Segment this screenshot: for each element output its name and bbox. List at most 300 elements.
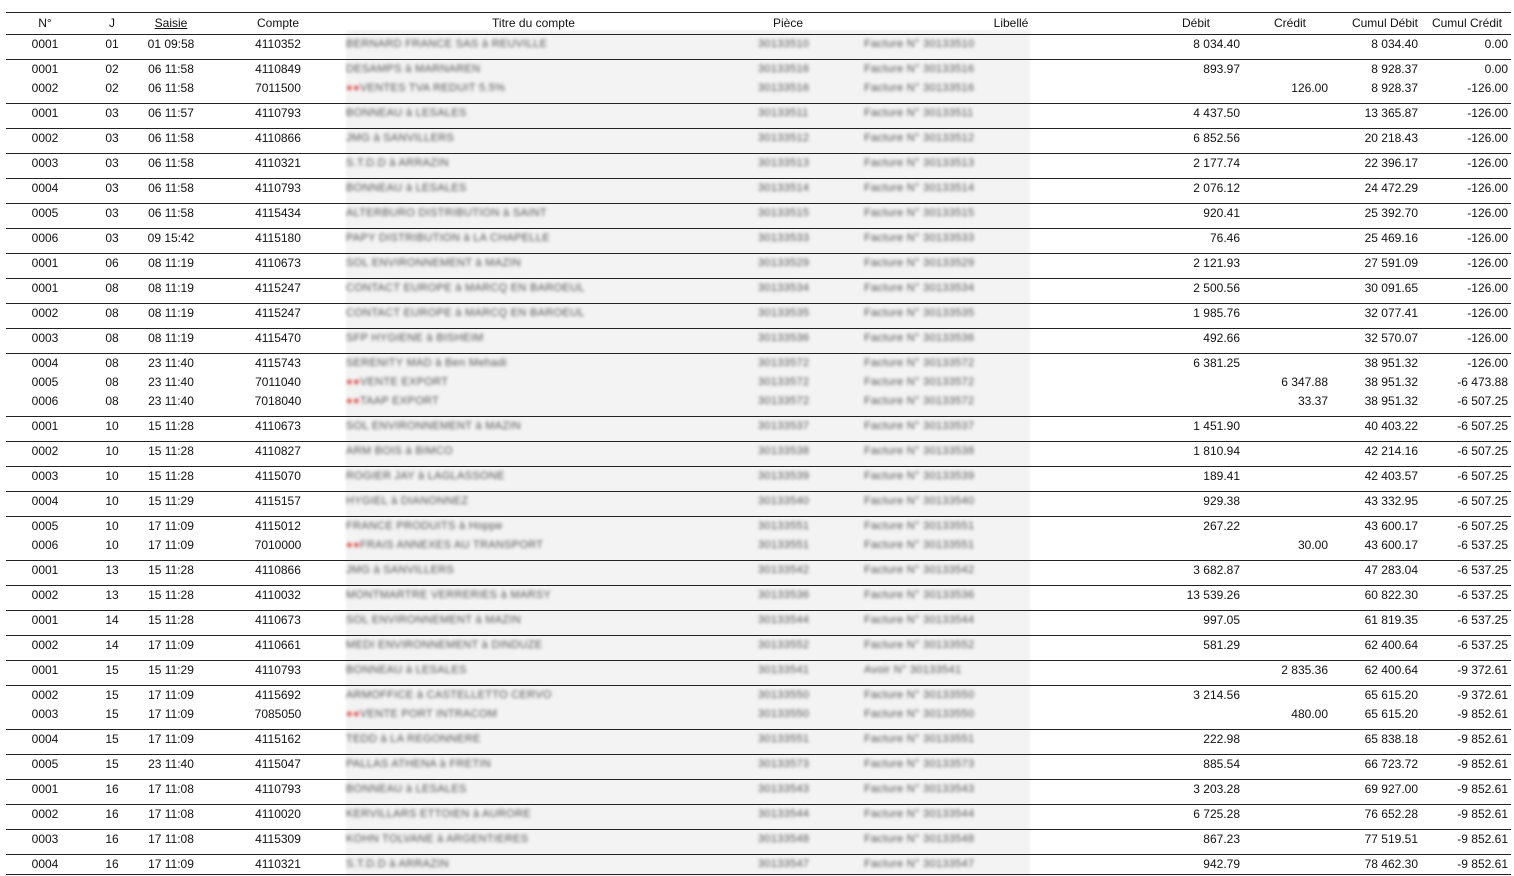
cell-piece: 30133542 — [758, 564, 810, 576]
cell-cumul-credit: -6 507.25 — [1457, 419, 1508, 433]
table-row[interactable] — [6, 685, 1511, 705]
cell-debit: 1 810.94 — [1193, 444, 1240, 458]
header-credit: Crédit — [1273, 16, 1306, 30]
cell-cumul-debit: 76 652.28 — [1364, 807, 1418, 821]
cell-cumul-debit: 22 396.17 — [1364, 156, 1418, 170]
cell-no: 0002 — [31, 81, 59, 95]
cell-compte: 7010000 — [254, 538, 302, 552]
cell-libelle: Facture N° 30133550 — [864, 708, 975, 720]
cell-cumul-debit: 43 332.95 — [1364, 494, 1418, 508]
table-row[interactable] — [6, 516, 1511, 536]
cell-titre: DESAMPS à MARNAREN — [346, 63, 481, 75]
cell-cumul-debit: 8 034.40 — [1371, 37, 1418, 51]
table-row[interactable] — [6, 416, 1511, 436]
cell-titre: SOL ENVIRONNEMENT à MAZIN — [346, 614, 521, 626]
cell-piece: 30133529 — [758, 257, 810, 269]
cell-libelle: Facture N° 30133512 — [864, 132, 975, 144]
cell-debit: 189.41 — [1203, 469, 1240, 483]
table-row[interactable] — [6, 153, 1511, 173]
cell-libelle: Facture N° 30133551 — [864, 539, 975, 551]
cell-piece: 30133543 — [758, 783, 810, 795]
table-row[interactable] — [6, 303, 1511, 323]
cell-no: 0001 — [31, 62, 59, 76]
cell-piece: 30133573 — [758, 758, 810, 770]
cell-saisie: 23 11:40 — [148, 757, 194, 771]
cell-cumul-credit: -6 507.25 — [1457, 494, 1508, 508]
cell-libelle: Facture N° 30133536 — [864, 332, 975, 344]
cell-no: 0001 — [31, 563, 59, 577]
cell-libelle: Facture N° 30133547 — [864, 858, 975, 870]
cell-journal: 16 — [105, 857, 119, 871]
cell-no: 0001 — [31, 419, 59, 433]
table-row[interactable] — [6, 804, 1511, 824]
cell-compte: 7011500 — [255, 81, 301, 95]
cell-cumul-credit: -9 852.61 — [1457, 832, 1508, 846]
cell-piece: 30133511 — [758, 107, 809, 119]
cell-no: 0006 — [31, 538, 59, 552]
cell-journal: 08 — [105, 356, 119, 370]
cell-compte: 4110673 — [255, 419, 301, 433]
cell-saisie: 17 11:08 — [148, 807, 194, 821]
cell-compte: 4110020 — [255, 807, 301, 821]
table-row[interactable] — [6, 392, 1511, 411]
cell-no: 0002 — [31, 588, 59, 602]
cell-cumul-credit: -126.00 — [1467, 81, 1508, 95]
cell-no: 0001 — [31, 256, 59, 270]
cell-debit: 929.38 — [1203, 494, 1240, 508]
cell-journal: 10 — [105, 538, 119, 552]
table-row[interactable] — [6, 829, 1511, 849]
cell-piece: 30133537 — [758, 420, 810, 432]
cell-titre: BERNARD FRANCE SAS à REUVILLE — [346, 38, 548, 50]
cell-cumul-debit: 65 615.20 — [1364, 688, 1418, 702]
cell-piece: 30133552 — [758, 639, 810, 651]
cell-debit: 8 034.40 — [1193, 37, 1240, 51]
cell-no: 0003 — [31, 707, 59, 721]
table-row[interactable] — [6, 585, 1511, 605]
table-row[interactable] — [6, 729, 1511, 749]
cell-cumul-credit: -6 473.88 — [1457, 375, 1508, 389]
table-row[interactable] — [6, 754, 1511, 774]
cell-journal: 13 — [105, 563, 119, 577]
cell-no: 0006 — [31, 394, 59, 408]
cell-piece: 30133572 — [758, 395, 810, 407]
cell-libelle: Facture N° 30133537 — [864, 420, 975, 432]
table-row[interactable] — [6, 660, 1511, 680]
table-row[interactable] — [6, 635, 1511, 655]
cell-saisie: 15 11:29 — [148, 663, 194, 677]
cell-cumul-credit: -126.00 — [1467, 131, 1508, 145]
cell-compte: 4110321 — [255, 857, 301, 871]
cell-piece: 30133510 — [758, 38, 810, 50]
cell-titre: S.T.D.D à ARRAZIN — [346, 157, 449, 169]
cell-journal: 15 — [105, 663, 119, 677]
cell-journal: 10 — [105, 519, 119, 533]
cell-titre: ●● FRAIS ANNEXES AU TRANSPORT — [346, 536, 701, 555]
cell-no: 0001 — [31, 782, 59, 796]
cell-titre: SFP HYGIENE à BISHEIM — [346, 332, 484, 344]
cell-cumul-debit: 78 462.30 — [1364, 857, 1418, 871]
cell-journal: 06 — [105, 256, 119, 270]
table-row[interactable] — [6, 466, 1511, 486]
cell-piece: 30133547 — [758, 858, 810, 870]
cell-compte: 7018040 — [254, 394, 302, 408]
cell-titre: ●● VENTE EXPORT — [346, 373, 701, 392]
cell-piece: 30133550 — [758, 689, 810, 701]
table-row[interactable] — [6, 705, 1511, 724]
cell-cumul-debit: 38 951.32 — [1364, 394, 1418, 408]
cell-saisie: 15 11:28 — [148, 444, 194, 458]
cell-compte: 4115157 — [255, 494, 301, 508]
table-row[interactable] — [6, 854, 1511, 875]
cell-piece: 30133538 — [758, 445, 810, 457]
cell-cumul-credit: -9 852.61 — [1457, 707, 1508, 721]
cell-saisie: 17 11:09 — [148, 638, 194, 652]
cell-cumul-debit: 24 472.29 — [1364, 181, 1418, 195]
cell-compte: 4110673 — [255, 613, 301, 627]
cell-titre: PAPY DISTRIBUTION à LA CHAPELLE — [346, 232, 550, 244]
cell-compte: 4115247 — [255, 306, 301, 320]
cell-cumul-debit: 27 591.09 — [1364, 256, 1418, 270]
cell-journal: 15 — [105, 757, 119, 771]
table-row[interactable] — [6, 491, 1511, 511]
cell-libelle: Facture N° 30133516 — [864, 82, 975, 94]
cell-debit: 3 214.56 — [1193, 688, 1240, 702]
cell-titre: CONTACT EUROPE à MARCQ EN BAROEUL — [346, 307, 585, 319]
cell-cumul-debit: 66 723.72 — [1364, 757, 1418, 771]
cell-cumul-debit: 62 400.64 — [1364, 638, 1418, 652]
cell-titre: MEDI ENVIRONNEMENT à DINDUZE — [346, 639, 543, 651]
cell-saisie: 15 11:28 — [148, 613, 194, 627]
cell-piece: 30133533 — [758, 232, 810, 244]
cell-journal: 08 — [105, 281, 119, 295]
cell-journal: 16 — [105, 782, 119, 796]
header-titre: Titre du compte — [492, 16, 575, 30]
cell-debit: 3 203.28 — [1193, 782, 1240, 796]
cell-debit: 3 682.87 — [1193, 563, 1240, 577]
cell-titre: BONNEAU à LESALES — [346, 107, 467, 119]
cell-saisie: 17 11:09 — [148, 707, 194, 721]
cell-cumul-credit: -6 537.25 — [1457, 638, 1508, 652]
cell-compte: 4115180 — [255, 231, 301, 245]
cell-piece: 30133551 — [758, 539, 810, 551]
cell-debit: 2 076.12 — [1193, 181, 1240, 195]
cell-saisie: 23 11:40 — [148, 375, 194, 389]
table-row[interactable] — [6, 353, 1511, 373]
table-row[interactable] — [6, 373, 1511, 392]
cell-saisie: 17 11:09 — [148, 688, 194, 702]
cell-compte: 4115162 — [255, 732, 301, 746]
cell-piece: 30133536 — [758, 589, 810, 601]
table-row[interactable] — [6, 253, 1511, 273]
cell-piece: 30133551 — [758, 733, 810, 745]
cell-titre: SOL ENVIRONNEMENT à MAZIN — [346, 257, 521, 269]
header-libelle: Libellé — [993, 16, 1029, 30]
cell-libelle: Facture N° 30133543 — [864, 783, 975, 795]
cell-cumul-debit: 25 469.16 — [1364, 231, 1418, 245]
cell-cumul-credit: -6 507.25 — [1457, 394, 1508, 408]
cell-compte: 4110793 — [255, 663, 301, 677]
cell-titre: BONNEAU à LESALES — [346, 182, 467, 194]
cell-cumul-debit: 32 077.41 — [1364, 306, 1418, 320]
cell-journal: 16 — [105, 807, 119, 821]
cell-cumul-credit: -6 537.25 — [1457, 563, 1508, 577]
cell-no: 0003 — [31, 469, 59, 483]
cell-debit: 581.29 — [1203, 638, 1240, 652]
table-row[interactable] — [6, 278, 1511, 298]
cell-piece: 30133516 — [758, 63, 810, 75]
cell-libelle: Avoir N° 30133541 — [864, 664, 962, 676]
cell-cumul-credit: -9 372.61 — [1457, 688, 1508, 702]
cell-no: 0001 — [31, 663, 59, 677]
table-row[interactable] — [6, 610, 1511, 630]
cell-no: 0004 — [31, 732, 59, 746]
cell-compte: 4110661 — [255, 638, 301, 652]
header-no: N° — [38, 16, 52, 30]
cell-compte: 4115012 — [255, 519, 301, 533]
cell-no: 0005 — [31, 519, 59, 533]
cell-cumul-credit: 0.00 — [1484, 37, 1508, 51]
cell-cumul-credit: -6 507.25 — [1457, 469, 1508, 483]
cell-titre: KOHN TOLVANE à ARGENTIERES — [346, 833, 529, 845]
cell-cumul-credit: -126.00 — [1467, 256, 1508, 270]
cell-cumul-debit: 40 403.22 — [1364, 419, 1418, 433]
cell-libelle: Facture N° 30133535 — [864, 307, 975, 319]
cell-piece: 30133534 — [758, 282, 810, 294]
cell-titre: TEDD à LA REGONNERE — [346, 733, 481, 745]
cell-libelle: Facture N° 30133540 — [864, 495, 975, 507]
cell-libelle: Facture N° 30133510 — [864, 38, 975, 50]
cell-saisie: 08 11:19 — [148, 256, 194, 270]
cell-piece: 30133572 — [758, 357, 810, 369]
cell-no: 0001 — [31, 37, 59, 51]
cell-saisie: 15 11:29 — [148, 494, 194, 508]
cell-titre: BONNEAU à LESALES — [346, 783, 467, 795]
cell-cumul-credit: -126.00 — [1467, 281, 1508, 295]
cell-libelle: Facture N° 30133544 — [864, 614, 975, 626]
cell-libelle: Facture N° 30133514 — [864, 182, 975, 194]
cell-cumul-debit: 42 403.57 — [1364, 469, 1418, 483]
table-row[interactable] — [6, 34, 1511, 54]
cell-piece: 30133539 — [758, 470, 810, 482]
cell-piece: 30133544 — [758, 808, 810, 820]
cell-journal: 03 — [105, 181, 119, 195]
cell-saisie: 06 11:58 — [148, 62, 194, 76]
cell-piece: 30133513 — [758, 157, 810, 169]
cell-cumul-debit: 42 214.16 — [1364, 444, 1418, 458]
cell-saisie: 06 11:58 — [148, 156, 194, 170]
cell-no: 0002 — [31, 131, 59, 145]
cell-debit: 867.23 — [1203, 832, 1240, 846]
cell-compte: 4110352 — [255, 37, 301, 51]
cell-saisie: 06 11:58 — [148, 181, 194, 195]
cell-debit: 6 852.56 — [1193, 131, 1240, 145]
cell-compte: 4115309 — [255, 832, 301, 846]
cell-no: 0006 — [31, 231, 59, 245]
cell-piece: 30133548 — [758, 833, 810, 845]
cell-libelle: Facture N° 30133551 — [864, 520, 975, 532]
cell-journal: 14 — [105, 613, 119, 627]
cell-journal: 10 — [105, 444, 119, 458]
cell-titre: BONNEAU à LESALES — [346, 664, 467, 676]
table-row[interactable] — [6, 79, 1511, 98]
cell-cumul-credit: -126.00 — [1467, 106, 1508, 120]
table-row[interactable] — [6, 59, 1511, 79]
cell-no: 0002 — [31, 444, 59, 458]
cell-piece: 30133514 — [758, 182, 810, 194]
cell-titre: ●● VENTES TVA REDUIT 5.5% — [346, 79, 701, 98]
cell-piece: 30133540 — [758, 495, 810, 507]
table-row[interactable] — [6, 103, 1511, 123]
cell-compte: 4110793 — [255, 106, 301, 120]
cell-journal: 08 — [105, 375, 119, 389]
cell-compte: 4110866 — [255, 131, 301, 145]
cell-compte: 4110849 — [255, 62, 301, 76]
cell-journal: 08 — [105, 331, 119, 345]
table-row[interactable] — [6, 441, 1511, 461]
cell-journal: 03 — [105, 131, 119, 145]
cell-debit: 893.97 — [1203, 62, 1240, 76]
cell-libelle: Facture N° 30133573 — [864, 758, 975, 770]
cell-titre: SERENITY MAD à Ben Mehadi — [346, 357, 507, 369]
cell-no: 0002 — [31, 807, 59, 821]
cell-no: 0001 — [31, 106, 59, 120]
cell-cumul-debit: 25 392.70 — [1364, 206, 1418, 220]
cell-no: 0002 — [31, 638, 59, 652]
cell-titre: ●● VENTE PORT INTRACOM — [346, 705, 701, 724]
cell-compte: 4110793 — [255, 181, 301, 195]
cell-titre: JMG à SANVILLERS — [346, 564, 455, 576]
cell-saisie: 09 15:42 — [147, 231, 195, 245]
cell-libelle: Facture N° 30133516 — [864, 63, 975, 75]
table-row[interactable] — [6, 228, 1511, 248]
cell-saisie: 06 11:58 — [148, 206, 194, 220]
cell-debit: 222.98 — [1203, 732, 1240, 746]
cell-libelle: Facture N° 30133551 — [864, 733, 975, 745]
cell-cumul-debit: 8 928.37 — [1371, 62, 1418, 76]
cell-piece: 30133541 — [758, 664, 810, 676]
header-saisie-sort[interactable]: Saisie — [154, 16, 188, 30]
cell-libelle: Facture N° 30133572 — [864, 357, 975, 369]
cell-debit: 997.05 — [1203, 613, 1240, 627]
cell-compte: 4110321 — [255, 156, 301, 170]
cell-journal: 08 — [105, 306, 119, 320]
cell-compte: 4110793 — [255, 782, 301, 796]
cell-libelle: Facture N° 30133538 — [864, 445, 975, 457]
cell-titre: HYGIEL à DIANONNEZ — [346, 495, 469, 507]
cell-debit: 76.46 — [1209, 231, 1240, 245]
cell-piece: 30133535 — [758, 307, 810, 319]
cell-cumul-credit: -126.00 — [1467, 181, 1508, 195]
cell-credit: 6 347.88 — [1281, 375, 1328, 389]
header-debit: Débit — [1181, 16, 1210, 30]
table-row[interactable] — [6, 779, 1511, 799]
cell-piece: 30133516 — [758, 82, 810, 94]
cell-titre: ALTERBURO DISTRIBUTION à SAINT — [346, 207, 547, 219]
cell-titre: CONTACT EUROPE à MARCQ EN BAROEUL — [346, 282, 585, 294]
cell-compte: 4115247 — [255, 281, 301, 295]
cell-no: 0004 — [31, 494, 59, 508]
cell-titre: ARM BOIS à BIMCO — [346, 445, 453, 457]
table-row[interactable] — [6, 128, 1511, 148]
cell-cumul-debit: 69 927.00 — [1364, 782, 1418, 796]
cell-credit: 30.00 — [1297, 538, 1328, 552]
cell-credit: 126.00 — [1291, 81, 1328, 95]
cell-libelle: Facture N° 30133533 — [864, 232, 975, 244]
cell-cumul-credit: -126.00 — [1467, 306, 1508, 320]
cell-journal: 02 — [105, 81, 119, 95]
cell-debit: 942.79 — [1203, 857, 1240, 871]
cell-libelle: Facture N° 30133572 — [864, 376, 975, 388]
cell-debit: 2 500.56 — [1193, 281, 1240, 295]
table-row[interactable] — [6, 328, 1511, 348]
cell-cumul-credit: -126.00 — [1467, 331, 1508, 345]
cell-debit: 6 725.28 — [1193, 807, 1240, 821]
cell-cumul-debit: 32 570.07 — [1364, 331, 1418, 345]
cell-journal: 15 — [105, 707, 119, 721]
cell-cumul-credit: -126.00 — [1467, 156, 1508, 170]
cell-credit: 33.37 — [1297, 394, 1328, 408]
cell-cumul-credit: -6 507.25 — [1457, 519, 1508, 533]
cell-titre: PALLAS ATHENA à FRETIN — [346, 758, 491, 770]
cell-saisie: 17 11:09 — [148, 538, 194, 552]
cell-no: 0002 — [31, 688, 59, 702]
cell-no: 0005 — [31, 375, 59, 389]
cell-credit: 2 835.36 — [1281, 663, 1328, 677]
table-row[interactable] — [6, 560, 1511, 580]
cell-cumul-debit: 61 819.35 — [1364, 613, 1418, 627]
cell-no: 0005 — [31, 206, 59, 220]
table-row[interactable] — [6, 536, 1511, 555]
cell-cumul-debit: 43 600.17 — [1364, 538, 1418, 552]
cell-compte: 4115047 — [255, 757, 301, 771]
cell-compte: 7085050 — [254, 707, 302, 721]
cell-saisie: 17 11:09 — [148, 519, 194, 533]
cell-cumul-credit: -9 852.61 — [1457, 807, 1508, 821]
cell-cumul-credit: -9 852.61 — [1457, 732, 1508, 746]
cell-no: 0005 — [31, 757, 59, 771]
cell-piece: 30133550 — [758, 708, 810, 720]
cell-compte: 7011040 — [255, 375, 301, 389]
cell-libelle: Facture N° 30133550 — [864, 689, 975, 701]
cell-compte: 4110673 — [255, 256, 301, 270]
cell-cumul-debit: 43 600.17 — [1364, 519, 1418, 533]
cell-titre: MONTMARTRE VERRERIES à MARSY — [346, 589, 552, 601]
cell-cumul-credit: -9 852.61 — [1457, 782, 1508, 796]
cell-journal: 03 — [105, 206, 119, 220]
cell-journal: 03 — [105, 231, 119, 245]
cell-libelle: Facture N° 30133572 — [864, 395, 975, 407]
cell-compte: 4115470 — [255, 331, 301, 345]
cell-journal: 16 — [105, 832, 119, 846]
cell-journal: 14 — [105, 638, 119, 652]
cell-debit: 267.22 — [1203, 519, 1240, 533]
table-row[interactable] — [6, 203, 1511, 223]
cell-debit: 492.66 — [1203, 331, 1240, 345]
header-compte: Compte — [256, 16, 300, 30]
cell-journal: 03 — [105, 156, 119, 170]
cell-cumul-debit: 65 838.18 — [1364, 732, 1418, 746]
cell-cumul-credit: -126.00 — [1467, 206, 1508, 220]
table-row[interactable] — [6, 178, 1511, 198]
cell-piece: 30133515 — [758, 207, 810, 219]
cell-libelle: Facture N° 30133542 — [864, 564, 975, 576]
cell-debit: 6 381.25 — [1193, 356, 1240, 370]
cell-no: 0004 — [31, 181, 59, 195]
cell-journal: 03 — [105, 106, 119, 120]
cell-libelle: Facture N° 30133513 — [864, 157, 975, 169]
cell-saisie: 08 11:19 — [148, 306, 194, 320]
